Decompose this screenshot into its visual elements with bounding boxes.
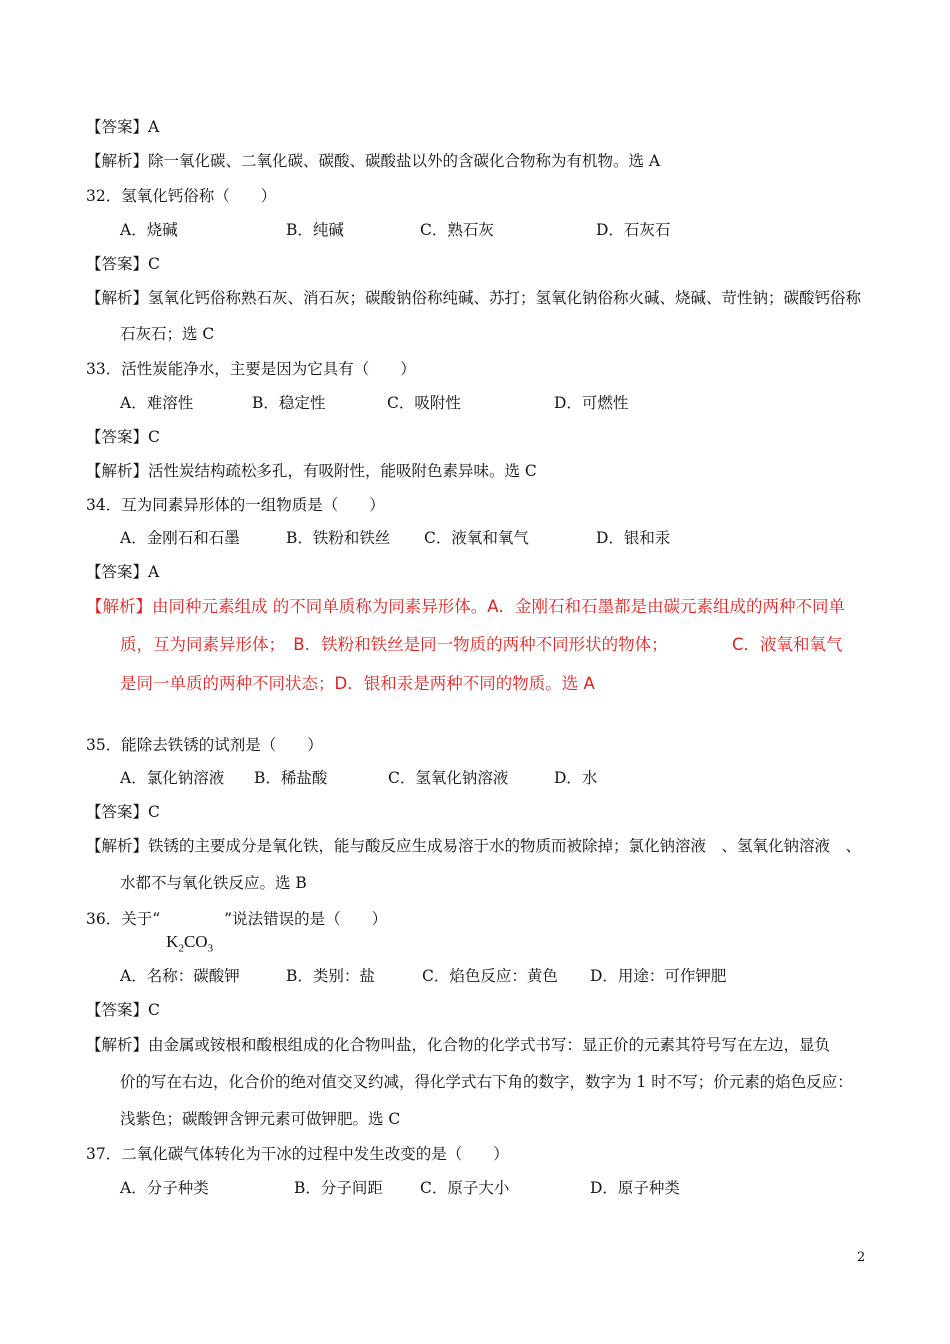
option-c: C．熟石灰 — [420, 221, 494, 239]
option-a: A．烧碱 — [120, 221, 178, 239]
question-36-prefix: 36．关于“ — [86, 910, 161, 928]
question-36 — [86, 909, 388, 955]
option-d: D．石灰石 — [596, 221, 671, 239]
option-d: D．水 — [554, 769, 598, 787]
option-c: C．原子大小 — [420, 1179, 510, 1197]
answer-35: 【答案】C — [86, 803, 160, 821]
option-b: B．纯碱 — [286, 221, 344, 239]
answer-34: 【答案】A — [86, 563, 160, 581]
option-c: C．焰色反应：黄色 — [422, 967, 558, 985]
option-b: B．分子间距 — [294, 1179, 383, 1197]
answer-line: 【答案】A — [86, 118, 160, 136]
answer-36: 【答案】C — [86, 1001, 160, 1019]
option-d: D．银和汞 — [596, 529, 671, 547]
option-d: D．原子种类 — [590, 1179, 680, 1197]
explanation-34-line2b: C．液氧和氧气 — [732, 635, 843, 654]
question-33: 33．活性炭能净水，主要是因为它具有（ ） — [86, 360, 416, 378]
formula-co: CO — [183, 932, 208, 951]
explanation-36-line1: 【解析】由金属或铵根和酸根组成的化合物叫盐，化合物的化学式书写：显正价的元素其符号写在左边，显负 — [86, 1036, 831, 1054]
question-34: 34．互为同素异形体的一组物质是（ ） — [86, 496, 385, 514]
explanation-line: 【解析】除一氧化碳、二氧化碳、碳酸、碳酸盐以外的含碳化合物称为有机物。选 A — [86, 152, 661, 170]
explanation-35-line2: 水都不与氧化铁反应。选 B — [120, 874, 307, 892]
answer-32: 【答案】C — [86, 255, 160, 273]
option-c: C．液氧和氧气 — [424, 529, 529, 547]
option-a: A．难溶性 — [120, 394, 194, 412]
question-32: 32．氢氧化钙俗称（ ） — [86, 187, 277, 205]
explanation-34-line3: 是同一单质的两种不同状态；D．银和汞是两种不同的物质。选 A — [120, 674, 595, 693]
explanation-35-line1: 【解析】铁锈的主要成分是氧化铁，能与酸反应生成易溶于水的物质而被除掉；氯化钠溶液 、氢氧化钠溶液 、 — [86, 837, 862, 855]
option-d: D．可燃性 — [554, 394, 629, 412]
option-a: A．氯化钠溶液 — [120, 769, 225, 787]
explanation-36-line2: 价的写在右边，化合价的绝对值交叉约减，得化学式右下角的数字，数字为 1 时不写；价元素的焰色反应： — [120, 1073, 853, 1091]
question-35: 35．能除去铁锈的试剂是（ ） — [86, 736, 323, 754]
option-d: D．用途：可作钾肥 — [590, 967, 727, 985]
formula-sub-3: 3 — [207, 942, 214, 955]
option-a: A．分子种类 — [120, 1179, 209, 1197]
option-a: A．名称：碳酸钾 — [120, 967, 240, 985]
option-a: A．金刚石和石墨 — [120, 529, 240, 547]
explanation-34-line2a: 质，互为同素异形体； B．铁粉和铁丝是同一物质的两种不同形状的物体； — [120, 635, 668, 654]
answer-33: 【答案】C — [86, 428, 160, 446]
explanation-32-line1: 【解析】氢氧化钙俗称熟石灰、消石灰；碳酸钠俗称纯碱、苏打；氢氧化钠俗称火碱、烧碱、苛性钠；碳酸钙俗称 — [86, 289, 862, 307]
explanation-32-line2: 石灰石；选 C — [120, 325, 215, 343]
explanation-36-line3: 浅紫色；碳酸钾含钾元素可做钾肥。选 C — [120, 1110, 401, 1128]
option-c: C．吸附性 — [387, 394, 461, 412]
formula-sub-2: 2 — [178, 942, 184, 955]
question-37: 37．二氧化碳气体转化为干冰的过程中发生改变的是（ ） — [86, 1145, 509, 1163]
option-c: C．氢氧化钠溶液 — [388, 769, 509, 787]
explanation-34-line1: 【解析】由同种元素组成 的不同单质称为同素异形体。A．金刚石和石墨都是由碳元素组成的两种不同单 — [86, 597, 846, 616]
formula-k: K — [166, 932, 179, 951]
page-number: 2 — [857, 1250, 866, 1265]
option-b: B．类别：盐 — [286, 967, 375, 985]
option-b: B．铁粉和铁丝 — [286, 529, 391, 547]
option-b: B．稳定性 — [252, 394, 326, 412]
question-36-suffix: ”说法错误的是（ ） — [224, 910, 388, 928]
explanation-33: 【解析】活性炭结构疏松多孔，有吸附性，能吸附色素异味。选 C — [86, 462, 537, 480]
option-b: B．稀盐酸 — [254, 769, 328, 787]
